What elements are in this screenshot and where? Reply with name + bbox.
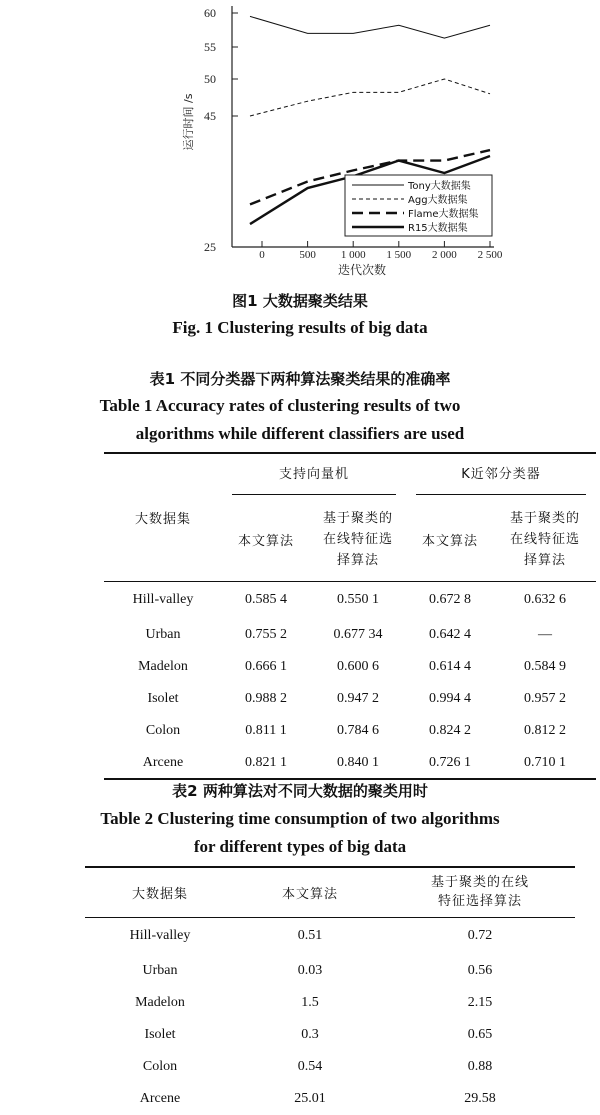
table1-value-cell: 0.726 1	[429, 754, 471, 770]
table1-header-base-svm-l2: 在线特征选	[322, 532, 393, 548]
table2-row	[85, 1083, 575, 1115]
table2-value-cell: 29.58	[464, 1091, 496, 1106]
table2-header-base-l1: 基于聚类的在线	[430, 875, 529, 891]
table1-value-cell: 0.812 2	[524, 723, 566, 738]
table1-value-cell: 0.988 2	[245, 691, 287, 706]
table1-header-knn	[406, 453, 596, 499]
table2-dataset-cell: Colon	[142, 1059, 178, 1074]
table1-value-cell: 0.672 8	[429, 592, 471, 608]
chart-legend	[345, 175, 492, 236]
table1-header-base-knn	[494, 499, 596, 581]
table2-value-cell: 0.51	[297, 928, 323, 944]
y-tick-label: 45	[204, 109, 216, 123]
x-tick-label: 1 500	[386, 249, 412, 261]
x-tick-label: 0	[259, 249, 265, 261]
table1-row	[104, 747, 596, 779]
table2-value-cell: 0.3	[301, 1027, 319, 1042]
table1-body	[104, 581, 596, 779]
table1-value-cell: 0.600 6	[337, 659, 379, 674]
table1-value-cell: 0.994 4	[429, 691, 471, 706]
table2-caption-en-2: for different types of big data	[193, 837, 407, 856]
legend-label-3: R15大数据集	[408, 223, 468, 234]
figure-caption-en: Fig. 1 Clustering results of big data	[172, 318, 428, 337]
table2-header-base	[385, 867, 575, 917]
table1-value-cell: 0.584 9	[524, 659, 566, 674]
table1-dataset-cell: Arcene	[142, 754, 184, 770]
table2-dataset-cell: Madelon	[135, 995, 185, 1010]
table2-row	[85, 955, 575, 987]
table1-value-cell: 0.784 6	[337, 723, 379, 738]
table2-value-cell: 0.03	[297, 963, 323, 978]
table2-header-dataset: 大数据集	[131, 886, 188, 902]
x-tick-label: 2 500	[477, 249, 503, 261]
table1-dataset-cell: Colon	[145, 723, 181, 738]
table1-value-cell: 0.957 2	[524, 691, 566, 706]
table1-header-knn-label: K近邻分类器	[416, 459, 586, 495]
table1-dataset-cell: Urban	[145, 627, 181, 642]
table1-value-cell: 0.642 4	[429, 627, 471, 642]
x-tick-label: 500	[299, 249, 316, 261]
table2-row	[85, 917, 575, 955]
legend-label-1: Agg大数据集	[408, 195, 468, 206]
table2-dataset-cell: Arcene	[139, 1091, 181, 1106]
table1-caption-cn: 表1 不同分类器下两种算法聚类结果的准确率	[149, 370, 451, 388]
table1-value-cell: —	[538, 627, 552, 642]
table2-value-cell: 0.54	[297, 1059, 323, 1074]
table1-header-dataset: 大数据集	[134, 511, 191, 527]
y-tick-label: 25	[204, 240, 216, 254]
table1-row	[104, 651, 596, 683]
table1-row	[104, 715, 596, 747]
y-tick-label: 50	[204, 72, 216, 86]
table1-header-base-svm-l3: 择算法	[336, 553, 379, 569]
table1-caption-en-1: Table 1 Accuracy rates of clustering results of two	[99, 396, 461, 415]
table1-value-cell: 0.614 4	[429, 659, 471, 674]
table1-dataset-cell: Isolet	[147, 691, 179, 706]
table1-row	[104, 581, 596, 619]
table1-value-cell: 0.632 6	[524, 592, 566, 608]
table1-value-cell: 0.755 2	[245, 627, 287, 642]
table1-header-base-knn-l2: 在线特征选	[509, 532, 580, 548]
table2-header-ours: 本文算法	[281, 886, 338, 902]
table2-row	[85, 1019, 575, 1051]
table1-value-cell: 0.840 1	[337, 754, 379, 770]
table2-row	[85, 1051, 575, 1083]
legend-label-2: Flame大数据集	[408, 209, 479, 220]
x-tick-label: 2 000	[432, 249, 457, 261]
table1-dataset-cell: Hill-valley	[132, 592, 194, 608]
table1-header-ours-svm: 本文算法	[237, 534, 294, 550]
x-ticks	[259, 241, 503, 261]
series-line-1	[250, 79, 490, 116]
table2-value-cell: 1.5	[301, 995, 319, 1010]
table2	[85, 866, 575, 1115]
table1-header-base-knn-l1: 基于聚类的	[509, 511, 580, 527]
table1-header-base-knn-l3: 择算法	[523, 553, 566, 569]
table2-value-cell: 25.01	[294, 1091, 326, 1106]
table1-header-svm-label: 支持向量机	[232, 459, 396, 495]
y-tick-label: 55	[204, 40, 216, 54]
table1-value-cell: 0.677 34	[333, 627, 383, 642]
y-axis-label: 运行时间 /s	[182, 93, 195, 151]
table2-dataset-cell: Hill-valley	[129, 928, 191, 944]
table1	[104, 452, 596, 780]
table2-dataset-cell: Isolet	[144, 1027, 176, 1042]
series-line-0	[250, 16, 490, 38]
table1-value-cell: 0.821 1	[245, 754, 287, 770]
table1-header-base-svm	[310, 499, 406, 581]
table2-value-cell: 0.72	[467, 928, 493, 944]
y-ticks	[204, 6, 238, 254]
table2-row	[85, 987, 575, 1019]
table1-value-cell: 0.947 2	[337, 691, 379, 706]
table2-caption-cn: 表2 两种算法对不同大数据的聚类用时	[172, 782, 428, 800]
line-chart	[0, 0, 600, 285]
table1-caption-en-2: algorithms while different classifiers are used	[135, 424, 465, 443]
table1-header-svm	[222, 453, 406, 499]
table1-value-cell: 0.550 1	[337, 592, 379, 608]
table2-body	[85, 917, 575, 1115]
table2-value-cell: 2.15	[467, 995, 493, 1010]
y-tick-label: 60	[204, 6, 216, 20]
table1-header-base-svm-l1: 基于聚类的	[322, 511, 393, 527]
table1-value-cell: 0.824 2	[429, 723, 471, 738]
table1-header-ours-knn: 本文算法	[421, 534, 478, 550]
table2-value-cell: 0.65	[467, 1027, 493, 1042]
table1-value-cell: 0.585 4	[245, 592, 287, 608]
table2-header-base-l2: 特征选择算法	[437, 894, 522, 910]
table1-dataset-cell: Madelon	[138, 659, 188, 674]
table1-row	[104, 683, 596, 715]
x-axis-label: 迭代次数	[337, 263, 387, 277]
table1-value-cell: 0.710 1	[524, 754, 566, 770]
table2-value-cell: 0.88	[467, 1059, 493, 1074]
table2-value-cell: 0.56	[467, 963, 493, 978]
table2-caption-en-1: Table 2 Clustering time consumption of two algorithms	[100, 809, 500, 828]
x-tick-label: 1 000	[340, 249, 366, 261]
table1-value-cell: 0.811 1	[245, 723, 287, 738]
table2-dataset-cell: Urban	[142, 963, 178, 978]
table1-row	[104, 619, 596, 651]
figure-caption-cn: 图1 大数据聚类结果	[232, 292, 368, 310]
table1-value-cell: 0.666 1	[245, 659, 287, 674]
legend-label-0: Tony大数据集	[408, 181, 471, 192]
